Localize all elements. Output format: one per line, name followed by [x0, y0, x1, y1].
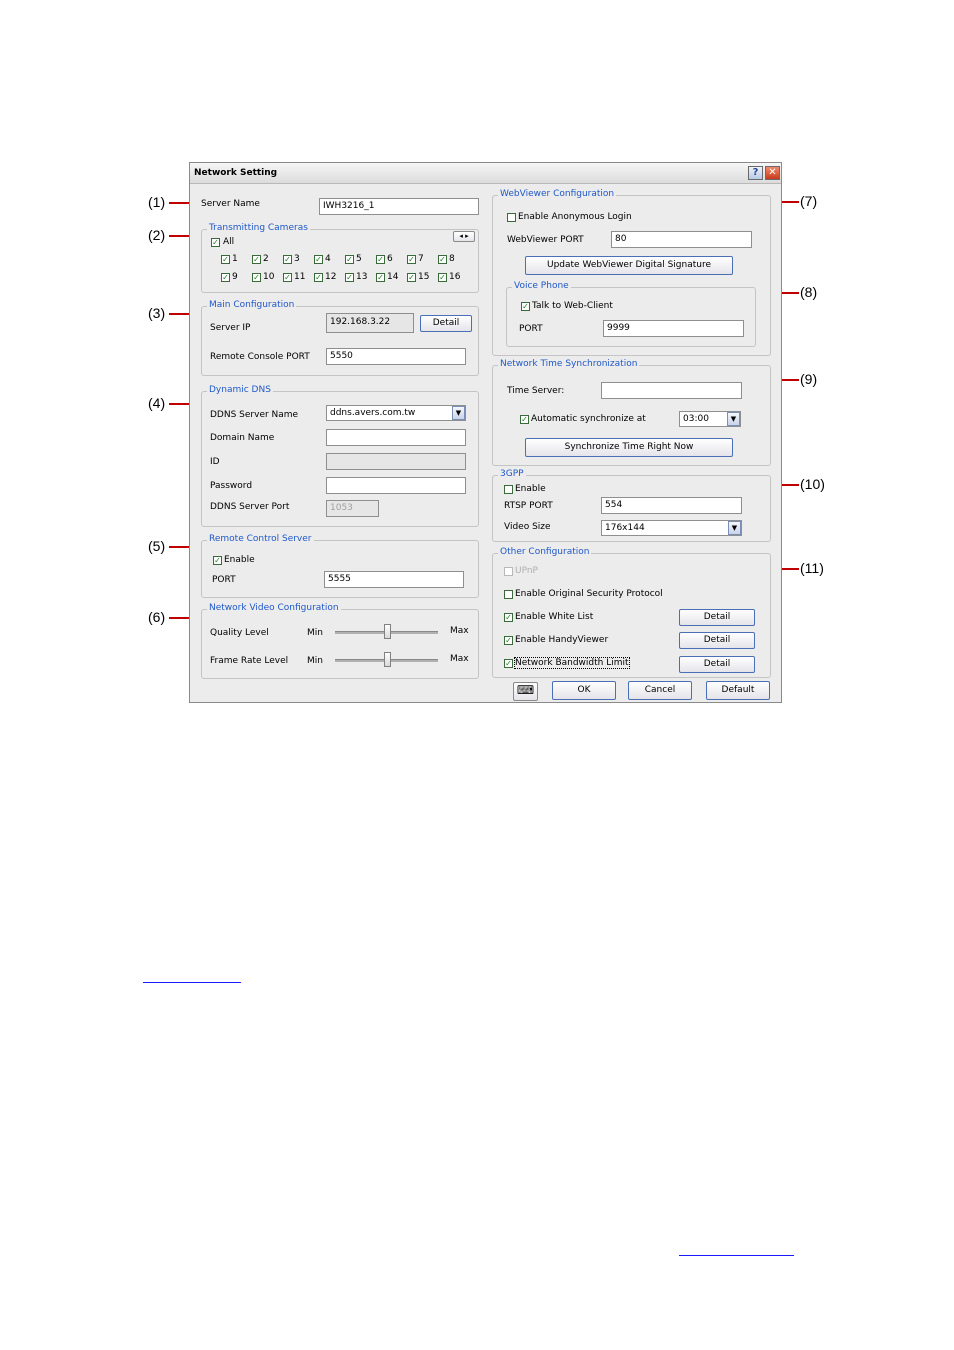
camera-5-checkbox[interactable]: ✓: [346, 255, 353, 264]
page-link-underline[interactable]: [143, 982, 241, 983]
id-input: [326, 453, 466, 470]
id-label: ID: [210, 457, 220, 467]
chevron-down-icon[interactable]: ▼: [728, 521, 741, 535]
upnp-label: UPnP: [515, 566, 538, 576]
white-list-checkbox[interactable]: ✓: [505, 613, 512, 622]
webviewer-configuration-title: WebViewer Configuration: [500, 189, 615, 199]
callout-9: (9): [800, 371, 818, 387]
ddns-server-port-input: 1053: [326, 500, 379, 517]
rtsp-port-input[interactable]: 554: [601, 497, 742, 514]
callout-3: (3): [148, 305, 166, 321]
ddns-server-name-select[interactable]: [326, 405, 466, 421]
frame-rate-level-label: Frame Rate Level: [210, 656, 289, 666]
other-configuration-group: [492, 547, 771, 678]
remote-control-server-title: Remote Control Server: [209, 534, 312, 544]
remote-control-enable-label: Enable: [224, 555, 255, 565]
ddns-server-name-value: ddns.avers.com.tw: [330, 408, 416, 418]
3gpp-group: [492, 469, 771, 542]
time-server-input[interactable]: [601, 382, 742, 399]
dynamic-dns-group: [201, 385, 479, 527]
camera-2-label: 2: [263, 254, 269, 264]
server-ip-field: 192.168.3.22: [326, 313, 414, 333]
callout-11: (11): [800, 560, 824, 576]
3gpp-enable-label: Enable: [515, 484, 546, 494]
title-bar[interactable]: [190, 163, 781, 184]
chevron-down-icon[interactable]: ▼: [727, 412, 740, 426]
webviewer-configuration-group: [492, 189, 771, 356]
password-input[interactable]: [326, 477, 466, 494]
camera-1-checkbox[interactable]: ✓: [222, 255, 229, 264]
update-digital-signature-button[interactable]: Update WebViewer Digital Signature: [525, 256, 733, 275]
cameras-all-checkbox[interactable]: ✓: [212, 238, 219, 247]
bandwidth-limit-label: Network Bandwidth Limit: [515, 658, 629, 668]
framerate-min-label: Min: [307, 656, 323, 666]
anonymous-login-checkbox[interactable]: [507, 213, 516, 222]
video-size-select[interactable]: [601, 520, 742, 536]
bandwidth-limit-checkbox[interactable]: ✓: [505, 659, 512, 668]
other-configuration-title: Other Configuration: [500, 547, 590, 557]
security-protocol-checkbox[interactable]: [504, 590, 513, 599]
voice-port-label: PORT: [519, 324, 543, 334]
talk-to-web-client-label: Talk to Web-Client: [532, 301, 613, 311]
video-size-value: 176x144: [605, 523, 645, 533]
upnp-checkbox: [504, 567, 513, 576]
transmitting-cameras-title: Transmitting Cameras: [209, 223, 308, 233]
camera-9-label: 9: [232, 272, 238, 282]
ddns-server-port-label: DDNS Server Port: [210, 502, 290, 512]
camera-8-checkbox[interactable]: ✓: [439, 255, 446, 264]
camera-13-checkbox[interactable]: ✓: [346, 273, 353, 282]
camera-10-checkbox[interactable]: ✓: [253, 273, 260, 282]
server-name-input[interactable]: IWH3216_1: [319, 198, 479, 215]
quality-slider-thumb[interactable]: [384, 624, 391, 639]
chevron-down-icon[interactable]: ▼: [452, 406, 465, 420]
domain-name-label: Domain Name: [210, 433, 275, 443]
camera-8-label: 8: [449, 254, 455, 264]
network-video-configuration-group: [201, 603, 479, 679]
camera-10-label: 10: [263, 272, 275, 282]
camera-11-label: 11: [294, 272, 306, 282]
camera-3-label: 3: [294, 254, 300, 264]
dialog-title: Network Setting: [194, 168, 278, 178]
webviewer-port-input[interactable]: 80: [611, 231, 752, 248]
webviewer-port-label: WebViewer PORT: [507, 235, 584, 245]
callout-1: (1): [148, 194, 166, 210]
security-protocol-label: Enable Original Security Protocol: [515, 589, 663, 599]
camera-6-label: 6: [387, 254, 393, 264]
remote-control-port-label: PORT: [212, 575, 236, 585]
default-button[interactable]: Default: [706, 681, 770, 700]
rtsp-port-label: RTSP PORT: [504, 501, 553, 511]
server-ip-detail-button[interactable]: Detail: [420, 315, 472, 332]
close-button[interactable]: ✕: [765, 166, 780, 180]
callout-6: (6): [148, 609, 166, 625]
remote-console-port-label: Remote Console PORT: [210, 352, 310, 362]
3gpp-enable-checkbox[interactable]: [504, 485, 513, 494]
server-ip-label: Server IP: [210, 323, 251, 333]
callout-2: (2): [148, 227, 166, 243]
anonymous-login-label: Enable Anonymous Login: [518, 212, 632, 222]
network-setting-dialog: [189, 162, 782, 703]
camera-16-label: 16: [449, 272, 461, 282]
page-link-underline[interactable]: [679, 1255, 794, 1256]
help-button[interactable]: ?: [748, 166, 763, 180]
camera-14-label: 14: [387, 272, 399, 282]
bandwidth-limit-detail-button[interactable]: Detail: [679, 656, 755, 673]
framerate-slider-thumb[interactable]: [384, 652, 391, 667]
camera-9-checkbox[interactable]: ✓: [222, 273, 229, 282]
remote-control-port-input[interactable]: 5555: [324, 571, 464, 588]
auto-sync-checkbox[interactable]: ✓: [521, 415, 528, 424]
camera-3-checkbox[interactable]: ✓: [284, 255, 291, 264]
password-label: Password: [210, 481, 253, 491]
cameras-all-label: All: [223, 237, 235, 247]
ddns-server-name-label: DDNS Server Name: [210, 410, 299, 420]
voice-phone-title: Voice Phone: [514, 281, 569, 291]
white-list-detail-button[interactable]: Detail: [679, 609, 755, 626]
video-size-label: Video Size: [504, 522, 551, 532]
quality-min-label: Min: [307, 628, 323, 638]
remote-console-port-input[interactable]: 5550: [326, 348, 466, 365]
dynamic-dns-title: Dynamic DNS: [209, 385, 271, 395]
callout-8: (8): [800, 284, 818, 300]
camera-15-label: 15: [418, 272, 430, 282]
transmitting-cameras-group: [201, 223, 479, 293]
keyboard-icon[interactable]: ⌨: [513, 682, 538, 701]
time-server-label: Time Server:: [507, 386, 565, 396]
ok-button[interactable]: OK: [552, 681, 616, 700]
camera-12-checkbox[interactable]: ✓: [315, 273, 322, 282]
network-time-sync-group: [492, 359, 771, 466]
handyviewer-checkbox[interactable]: ✓: [505, 636, 512, 645]
camera-5-label: 5: [356, 254, 362, 264]
server-name-label: Server Name: [201, 199, 260, 209]
camera-2-checkbox[interactable]: ✓: [253, 255, 260, 264]
cancel-button[interactable]: Cancel: [628, 681, 692, 700]
auto-sync-time-select[interactable]: [679, 411, 741, 427]
camera-1-label: 1: [232, 254, 238, 264]
3gpp-title: 3GPP: [500, 469, 524, 479]
camera-15-checkbox[interactable]: ✓: [408, 273, 415, 282]
network-time-sync-title: Network Time Synchronization: [500, 359, 638, 369]
remote-control-server-group: [201, 534, 479, 598]
quality-max-label: Max: [450, 626, 469, 636]
auto-sync-time-value: 03:00: [683, 414, 709, 424]
talk-to-web-client-checkbox[interactable]: ✓: [522, 302, 529, 311]
camera-4-checkbox[interactable]: ✓: [315, 255, 322, 264]
camera-scroll-button[interactable]: ◂ ▸: [453, 231, 475, 242]
main-configuration-group: [201, 300, 479, 376]
remote-control-enable-checkbox[interactable]: ✓: [214, 556, 221, 565]
handyviewer-detail-button[interactable]: Detail: [679, 632, 755, 649]
camera-7-checkbox[interactable]: ✓: [408, 255, 415, 264]
callout-7: (7): [800, 193, 818, 209]
main-configuration-title: Main Configuration: [209, 300, 295, 310]
network-video-configuration-title: Network Video Configuration: [209, 603, 339, 613]
callout-4: (4): [148, 395, 166, 411]
camera-11-checkbox[interactable]: ✓: [284, 273, 291, 282]
camera-13-label: 13: [356, 272, 368, 282]
quality-level-label: Quality Level: [210, 628, 269, 638]
white-list-label: Enable White List: [515, 612, 594, 622]
camera-12-label: 12: [325, 272, 337, 282]
callout-5: (5): [148, 538, 166, 554]
callout-10: (10): [800, 476, 825, 492]
framerate-max-label: Max: [450, 654, 469, 664]
handyviewer-label: Enable HandyViewer: [515, 635, 609, 645]
camera-16-checkbox[interactable]: ✓: [439, 273, 446, 282]
sync-now-button[interactable]: Synchronize Time Right Now: [525, 438, 733, 457]
camera-7-label: 7: [418, 254, 424, 264]
auto-sync-label: Automatic synchronize at: [531, 414, 646, 424]
voice-phone-group: [506, 281, 756, 347]
camera-6-checkbox[interactable]: ✓: [377, 255, 384, 264]
voice-port-input[interactable]: 9999: [603, 320, 744, 337]
camera-4-label: 4: [325, 254, 331, 264]
domain-name-input[interactable]: [326, 429, 466, 446]
camera-14-checkbox[interactable]: ✓: [377, 273, 384, 282]
